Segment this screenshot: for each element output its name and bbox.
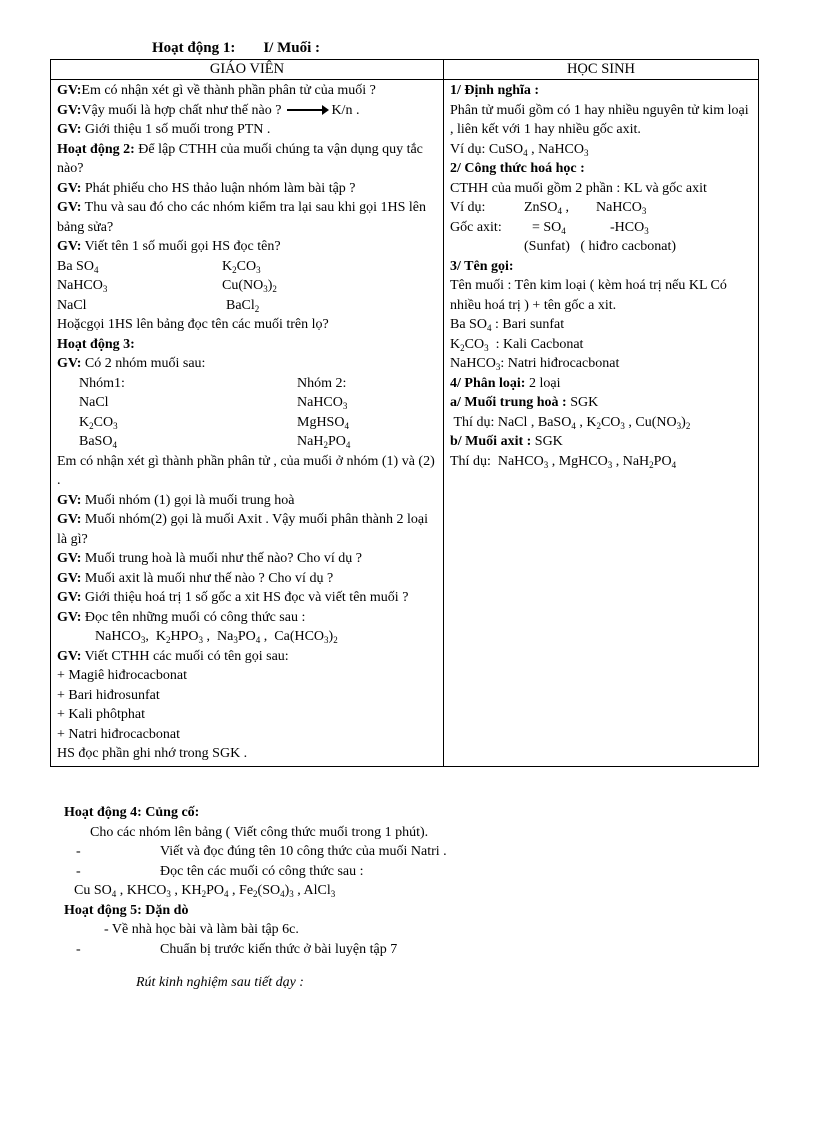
teacher-line: + Magiê hiđrocacbonat bbox=[57, 668, 187, 683]
teacher-column-header: GIÁO VIÊN bbox=[51, 60, 444, 80]
teacher-line: NaHCO$_3$, $K_2HPO_3$ , $Na_3PO_4$ , $Ca(HCO_3)_2$ bbox=[95, 629, 338, 645]
student-line: 1/ Định nghĩa : bbox=[450, 83, 540, 98]
student-line: Thí dụ: NaHCO$_3$ , MgHCO$_3$ , $NaH_2PO_4$ bbox=[450, 453, 677, 470]
teacher-line: GV:Em có nhận xét gì về thành phần phân tử của muối ? bbox=[57, 83, 376, 98]
student-line: Ba $SO_4$ : Bari sunfat bbox=[450, 317, 565, 333]
student-line: Ví dụ: CuSO$_4$ , NaHCO$_3$ bbox=[450, 141, 589, 158]
group-row: BaSO$_4$ $NaH_2PO_4$ bbox=[79, 434, 351, 450]
section-label: I/ Muối : bbox=[263, 40, 321, 56]
teacher-line: GV: Muối axit là muối như thế nào ? Cho ví dụ ? bbox=[57, 570, 334, 586]
activity-5-heading: Hoạt động 5: Dặn dò bbox=[64, 902, 189, 918]
teacher-line: + Natri hiđrocacbonat bbox=[57, 726, 180, 742]
after-line: Cho các nhóm lên bảng ( Viết công thức muối trong 1 phút). bbox=[90, 824, 429, 840]
section-heading bbox=[152, 40, 320, 57]
after-line: Cu $SO_4$ , $KHCO_3$ , $KH_2PO_4$ , $Fe_2(SO_4)_3$ , AlCl$_3$ bbox=[74, 883, 336, 899]
formula-row: Ba $SO_4$ $K_2CO_3$ bbox=[57, 258, 261, 275]
student-line: CTHH của muối gồm 2 phần : KL và gốc axit bbox=[450, 180, 707, 196]
teacher-line: GV: Giới thiệu hoá trị 1 số gốc a xit HS đọc và viết tên muối ? bbox=[57, 590, 409, 605]
teacher-line: GV: Có 2 nhóm muối sau: bbox=[57, 356, 206, 371]
teacher-line: GV: Viết CTHH các muối có tên gọi sau: bbox=[57, 648, 289, 664]
after-line: - Đọc tên các muối có công thức sau : bbox=[76, 863, 364, 879]
teacher-column bbox=[51, 80, 444, 767]
student-line: Ví dụ: ZnSO$_4$ , NaHCO$_3$ bbox=[450, 200, 647, 216]
arrow-icon bbox=[287, 109, 327, 111]
group-row: Nhóm1: Nhóm 2: bbox=[79, 375, 347, 391]
after-line: - Về nhà học bài và làm bài tập 6c. bbox=[104, 922, 299, 937]
lesson-review-note: Rút kinh nghiệm sau tiết dạy : bbox=[136, 975, 304, 990]
student-line: NaHCO$_3$: Natri hiđrocacbonat bbox=[450, 356, 620, 372]
teacher-line: Hoạt động 2: Để lập CTHH của muối chúng ta vận dụng quy tắc nào? bbox=[57, 141, 423, 176]
student-line: 4/ Phân loại: 2 loại bbox=[450, 375, 561, 391]
student-line: b/ Muối axit : SGK bbox=[450, 434, 563, 449]
teacher-line: + Bari hiđrosunfat bbox=[57, 687, 160, 703]
student-line: Tên muối : Tên kim loại ( kèm hoá trị nếu KL Có nhiều hoá trị ) + tên gốc a xit. bbox=[450, 278, 727, 313]
lesson-table bbox=[50, 59, 759, 767]
teacher-line: GV: Đọc tên những muối có công thức sau : bbox=[57, 609, 306, 625]
student-line: a/ Muối trung hoà : SGK bbox=[450, 395, 599, 410]
formula-row: NaCl BaCl$_2$ bbox=[57, 297, 260, 314]
consolidation-section bbox=[64, 803, 447, 993]
student-column bbox=[444, 80, 759, 767]
teacher-line: GV: Muối nhóm (1) gọi là muối trung hoà bbox=[57, 492, 295, 508]
formula-row: NaHCO$_3$ $Cu(NO_3)_2$ bbox=[57, 278, 277, 294]
teacher-line: GV:Vậy muối là hợp chất như thế nào ? K/n . bbox=[57, 102, 360, 118]
teacher-line: HS đọc phần ghi nhớ trong SGK . bbox=[57, 746, 248, 761]
teacher-line: Em có nhận xét gì thành phần phân tử , của muối ở nhóm (1) và (2) . bbox=[57, 453, 435, 488]
student-line: 3/ Tên gọi: bbox=[450, 258, 514, 274]
teacher-line: GV: Phát phiếu cho HS thảo luận nhóm làm bài tập ? bbox=[57, 180, 356, 196]
group-row: NaCl NaHCO$_3$ bbox=[79, 395, 348, 411]
teacher-line: GV: Thu và sau đó cho các nhóm kiểm tra lại sau khi gọi 1HS lên bảng sửa? bbox=[57, 200, 427, 235]
teacher-line: Hoặcgọi 1HS lên bảng đọc tên các muối trên lọ? bbox=[57, 317, 329, 332]
teacher-line: GV: Giới thiệu 1 số muối trong PTN . bbox=[57, 122, 271, 137]
student-line: 2/ Công thức hoá học : bbox=[450, 161, 585, 176]
after-line: - Viết và đọc đúng tên 10 công thức của muối Natri . bbox=[76, 844, 447, 859]
activity-label: Hoạt động 1: bbox=[152, 40, 236, 56]
student-line: Phân tử muối gồm có 1 hay nhiều nguyên tử kim loại , liên kết với 1 hay nhiều gốc axit. bbox=[450, 102, 749, 137]
student-line: (Sunfat) ( hiđro cacbonat) bbox=[524, 239, 677, 254]
teacher-line: GV: Viết tên 1 số muối gọi HS đọc tên? bbox=[57, 239, 281, 254]
teacher-line: + Kali phôtphat bbox=[57, 707, 145, 722]
group-row: $K_2CO_3$ MgHSO$_4$ bbox=[79, 414, 349, 431]
teacher-line: Hoạt động 3: bbox=[57, 336, 135, 352]
teacher-line: GV: Muối trung hoà là muối như thế nào? Cho ví dụ ? bbox=[57, 551, 362, 566]
student-line: Gốc axit: = $SO_4$ $-HCO_3$ bbox=[450, 219, 649, 236]
student-line: $K_2CO_3$ : Kali Cacbonat bbox=[450, 336, 584, 353]
student-column-header: HỌC SINH bbox=[444, 60, 759, 80]
student-line: Thí dụ: NaCl , BaSO$_4$ , $K_2CO_3$ , $Cu(NO_3)_2$ bbox=[450, 414, 691, 431]
after-line: - Chuẩn bị trước kiến thức ở bài luyện tập 7 bbox=[76, 941, 398, 957]
activity-4-heading: Hoạt động 4: Củng cố: bbox=[64, 805, 200, 820]
teacher-line: GV: Muối nhóm(2) gọi là muối Axit . Vậy muối phân thành 2 loại là gì? bbox=[57, 512, 428, 547]
